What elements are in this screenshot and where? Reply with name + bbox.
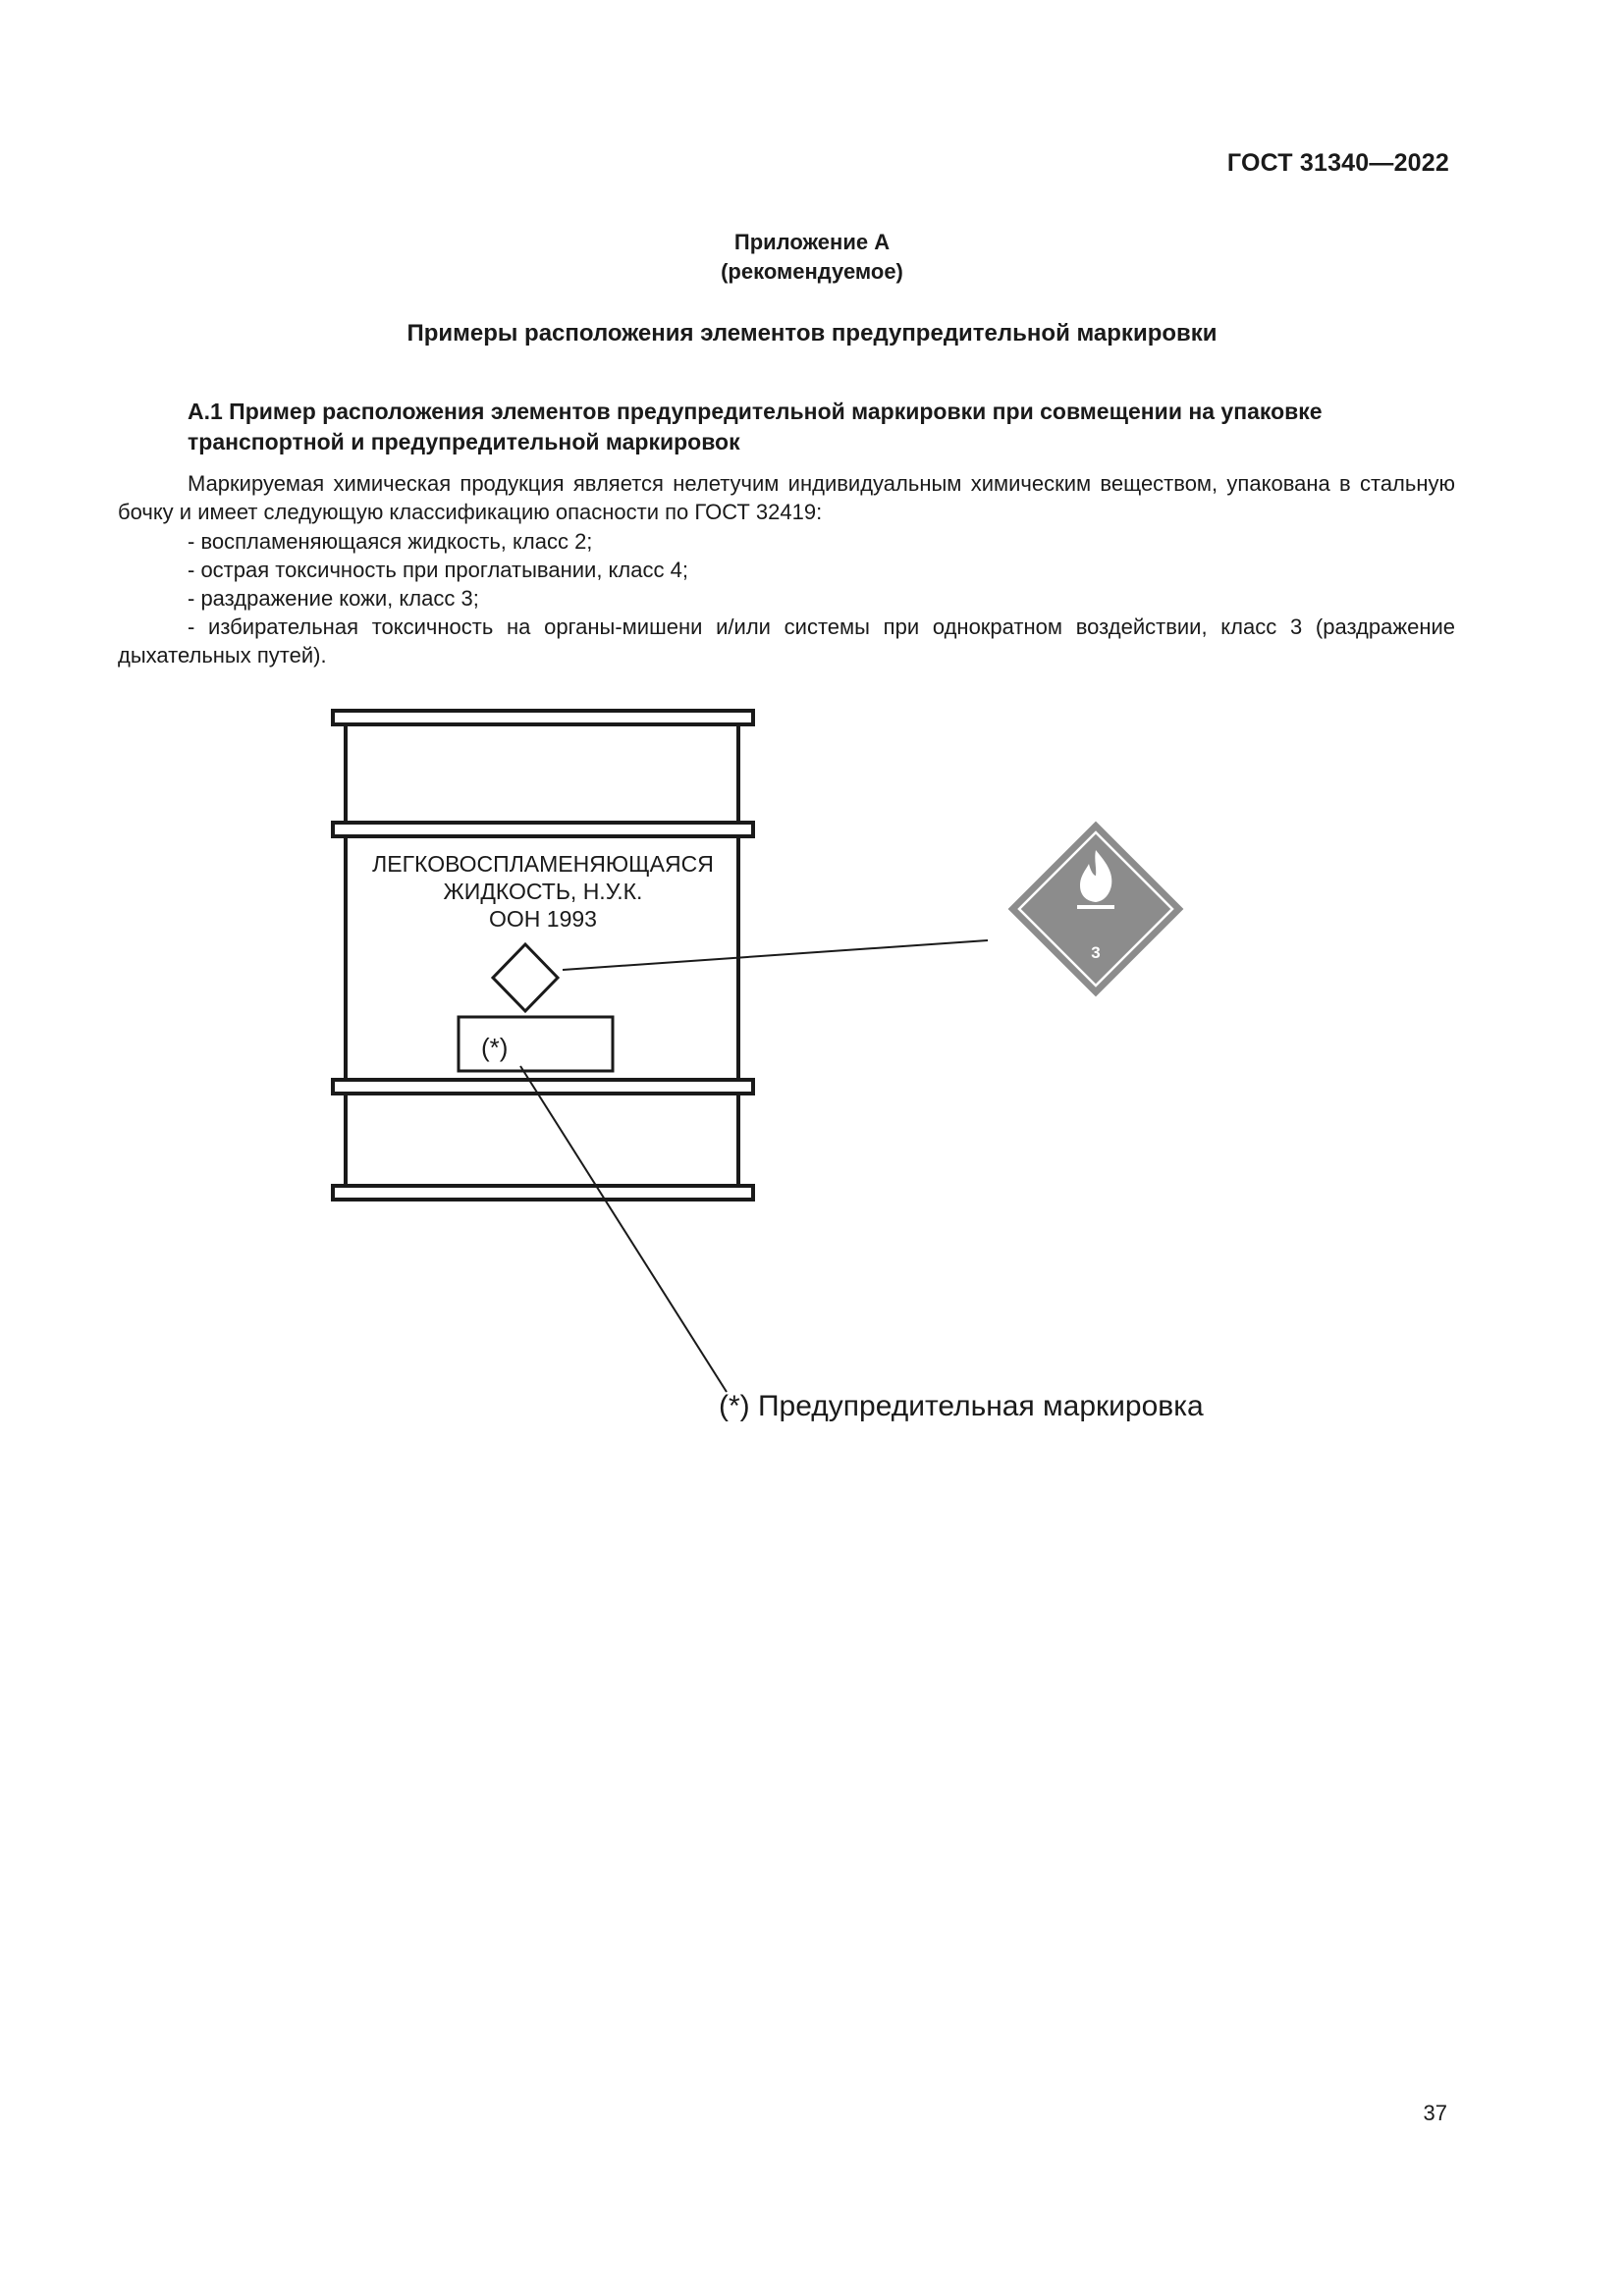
drum-rim-top — [333, 711, 753, 724]
list-item: - острая токсичность при проглатывании, класс 4; — [188, 558, 688, 582]
warning-label-marker: (*) — [481, 1033, 509, 1062]
placard-class-number: 3 — [1091, 943, 1101, 962]
figure-caption: (*) Предупредительная маркировка — [719, 1390, 1204, 1422]
section-heading: А.1 Пример расположения элементов предупредительной маркировки при совмещении на упаковке транспортной и предупредительной маркировок — [188, 399, 1323, 454]
drum-body-lower — [346, 1094, 738, 1186]
list-item: - раздражение кожи, класс 3; — [188, 586, 479, 611]
drum-label-line-1: ЛЕГКОВОСПЛАМЕНЯЮЩАЯСЯ — [372, 851, 714, 877]
drum-rim-bottom — [333, 1186, 753, 1200]
appendix-title: Приложение А — [733, 230, 891, 254]
drum-label-line-2: ЖИДКОСТЬ, Н.У.К. — [443, 879, 643, 904]
list-item: - воспламеняющаяся жидкость, класс 2; — [188, 529, 593, 554]
intro-paragraph: Маркируемая химическая продукция является нелетучим индивидуальным химическим веществом, упакована в стальную бочку и имеет следующую классификацию опасности по ГОСТ 32419: — [118, 471, 1455, 524]
appendix-subtitle: (рекомендуемое) — [721, 259, 903, 284]
drum-rim-upper — [333, 823, 753, 836]
page-title: Примеры расположения элементов предупредительной маркировки — [406, 320, 1218, 347]
class-3-placard — [1009, 823, 1182, 995]
document-code: ГОСТ 31340—2022 — [1226, 149, 1449, 177]
drum-body-upper — [346, 724, 738, 823]
page-number: 37 — [1423, 2101, 1447, 2125]
drum-label-line-3: ООН 1993 — [489, 906, 597, 932]
steel-drum — [333, 711, 753, 1200]
list-item: - избирательная токсичность на органы-мишени и/или системы при однократном воздействии, класс 3 (раздражение дыхательных путей). — [118, 614, 1455, 667]
drum-rim-lower — [333, 1080, 753, 1094]
